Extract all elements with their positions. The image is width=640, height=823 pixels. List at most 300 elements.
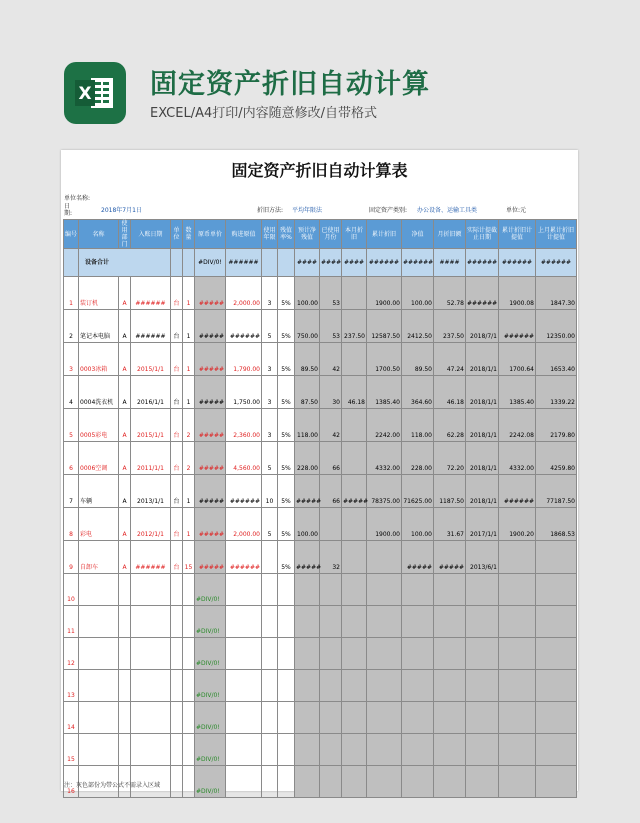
cell-name[interactable] [79, 702, 119, 734]
cell-date[interactable]: 2015/1/1 [131, 409, 171, 442]
cell-rate[interactable] [278, 606, 295, 638]
cell-no[interactable]: 7 [64, 475, 79, 508]
cell-accum2[interactable] [499, 574, 536, 606]
cell-no[interactable]: 13 [64, 670, 79, 702]
cell-name[interactable]: 自卸车 [79, 541, 119, 574]
cell-rate[interactable]: 5% [278, 376, 295, 409]
cell-end[interactable] [466, 702, 499, 734]
cell-net[interactable] [402, 638, 434, 670]
cell-net[interactable]: 100.00 [402, 508, 434, 541]
cell-accum2[interactable]: ###### [499, 310, 536, 343]
cell-accum2[interactable]: 1385.40 [499, 376, 536, 409]
cell-net[interactable] [402, 702, 434, 734]
cell-used[interactable]: 66 [320, 442, 342, 475]
cell-net[interactable]: 71625.00 [402, 475, 434, 508]
cell-rate[interactable] [278, 766, 295, 798]
cell-price[interactable]: ##### [195, 409, 226, 442]
cell-rate[interactable]: 5% [278, 508, 295, 541]
cell-monthly[interactable]: 47.24 [434, 343, 466, 376]
cell-life[interactable]: 3 [262, 277, 278, 310]
cell-price[interactable]: ##### [195, 475, 226, 508]
cell-unit[interactable]: 台 [171, 310, 183, 343]
cell-no[interactable]: 16 [64, 766, 79, 798]
cell-accum[interactable]: 1900.00 [367, 277, 402, 310]
cell-rate[interactable] [278, 734, 295, 766]
cell-end[interactable]: 2018/1/1 [466, 343, 499, 376]
cell-qty[interactable]: 15 [183, 541, 195, 574]
cell-residual[interactable]: 87.50 [295, 376, 320, 409]
cell-residual[interactable] [295, 638, 320, 670]
cell-residual[interactable]: 750.00 [295, 310, 320, 343]
cell-qty[interactable]: 1 [183, 277, 195, 310]
cell-price[interactable]: #DIV/0! [195, 702, 226, 734]
cell-price[interactable]: #DIV/0! [195, 670, 226, 702]
cell-qty[interactable] [183, 574, 195, 606]
cell-used[interactable] [320, 670, 342, 702]
cell-accum[interactable]: 1900.00 [367, 508, 402, 541]
cell-orig[interactable]: 4,560.00 [226, 442, 262, 475]
cell-monthly[interactable] [434, 766, 466, 798]
cell-used[interactable] [320, 638, 342, 670]
cell-dept[interactable] [119, 670, 131, 702]
cell-date[interactable] [131, 606, 171, 638]
cell-used[interactable]: 42 [320, 343, 342, 376]
cell-month[interactable] [342, 574, 367, 606]
cell-used[interactable] [320, 606, 342, 638]
cell-orig[interactable]: ###### [226, 541, 262, 574]
cell-accum2[interactable]: 1900.08 [499, 277, 536, 310]
cell-dept[interactable] [119, 702, 131, 734]
cell-end[interactable] [466, 734, 499, 766]
cell-qty[interactable]: 2 [183, 442, 195, 475]
cell-monthly[interactable] [434, 574, 466, 606]
cell-life[interactable]: 3 [262, 409, 278, 442]
cell-dept[interactable] [119, 606, 131, 638]
cell-monthly[interactable]: 31.67 [434, 508, 466, 541]
cell-prev[interactable]: 4259.80 [536, 442, 577, 475]
cell-month[interactable]: 237.50 [342, 310, 367, 343]
cell-accum[interactable] [367, 766, 402, 798]
cell-unit[interactable]: 台 [171, 442, 183, 475]
cell-dept[interactable]: A [119, 277, 131, 310]
cell-residual[interactable] [295, 606, 320, 638]
cell-accum2[interactable]: 4332.00 [499, 442, 536, 475]
cell-qty[interactable]: 1 [183, 475, 195, 508]
cell-end[interactable]: ###### [466, 277, 499, 310]
cell-end[interactable]: 2018/1/1 [466, 442, 499, 475]
cell-name[interactable]: 装订机 [79, 277, 119, 310]
cell-end[interactable]: 2018/1/1 [466, 376, 499, 409]
cell-life[interactable]: 10 [262, 475, 278, 508]
cell-accum[interactable]: 12587.50 [367, 310, 402, 343]
cell-residual[interactable]: 100.00 [295, 508, 320, 541]
cell-month[interactable] [342, 409, 367, 442]
cell-monthly[interactable]: 72.20 [434, 442, 466, 475]
cell-prev[interactable]: 1339.22 [536, 376, 577, 409]
cell-accum[interactable]: 78375.00 [367, 475, 402, 508]
cell-net[interactable]: 2412.50 [402, 310, 434, 343]
cell-no[interactable]: 2 [64, 310, 79, 343]
cell-end[interactable] [466, 606, 499, 638]
cell-end[interactable]: 2018/1/1 [466, 409, 499, 442]
cell-no[interactable]: 15 [64, 734, 79, 766]
cell-prev[interactable]: 1847.30 [536, 277, 577, 310]
cell-month[interactable] [342, 670, 367, 702]
cell-month[interactable] [342, 508, 367, 541]
cell-qty[interactable]: 1 [183, 343, 195, 376]
cell-monthly[interactable] [434, 702, 466, 734]
cell-end[interactable] [466, 574, 499, 606]
cell-accum2[interactable] [499, 638, 536, 670]
cell-name[interactable]: 0006空调 [79, 442, 119, 475]
cell-net[interactable] [402, 766, 434, 798]
cell-dept[interactable]: A [119, 310, 131, 343]
cell-net[interactable]: 364.60 [402, 376, 434, 409]
cell-date[interactable]: 2013/1/1 [131, 475, 171, 508]
cell-no[interactable]: 9 [64, 541, 79, 574]
cell-residual[interactable] [295, 574, 320, 606]
cell-unit[interactable]: 台 [171, 541, 183, 574]
cell-qty[interactable]: 1 [183, 310, 195, 343]
cell-unit[interactable] [171, 766, 183, 798]
cell-unit[interactable]: 台 [171, 409, 183, 442]
cell-month[interactable] [342, 606, 367, 638]
cell-orig[interactable]: 1,750.00 [226, 376, 262, 409]
cell-price[interactable]: #DIV/0! [195, 766, 226, 798]
cell-dept[interactable]: A [119, 343, 131, 376]
cell-accum[interactable] [367, 638, 402, 670]
cell-life[interactable] [262, 766, 278, 798]
cell-prev[interactable]: 1653.40 [536, 343, 577, 376]
cell-end[interactable] [466, 766, 499, 798]
cell-used[interactable] [320, 766, 342, 798]
cell-unit[interactable] [171, 574, 183, 606]
cell-net[interactable]: 100.00 [402, 277, 434, 310]
cell-month[interactable] [342, 734, 367, 766]
cell-net[interactable] [402, 670, 434, 702]
cell-rate[interactable] [278, 702, 295, 734]
cell-used[interactable] [320, 574, 342, 606]
cell-unit[interactable] [171, 702, 183, 734]
cell-price[interactable]: #DIV/0! [195, 638, 226, 670]
cell-monthly[interactable] [434, 606, 466, 638]
cell-life[interactable] [262, 606, 278, 638]
cell-date[interactable] [131, 670, 171, 702]
cell-life[interactable]: 3 [262, 343, 278, 376]
cell-price[interactable]: ##### [195, 376, 226, 409]
cell-date[interactable]: ###### [131, 310, 171, 343]
cell-orig[interactable] [226, 670, 262, 702]
cell-no[interactable]: 6 [64, 442, 79, 475]
cell-unit[interactable]: 台 [171, 376, 183, 409]
cell-date[interactable]: ###### [131, 277, 171, 310]
cell-rate[interactable]: 5% [278, 442, 295, 475]
cell-dept[interactable]: A [119, 541, 131, 574]
cell-no[interactable]: 5 [64, 409, 79, 442]
cell-qty[interactable] [183, 702, 195, 734]
cell-name[interactable]: 彩电 [79, 508, 119, 541]
cell-date[interactable] [131, 702, 171, 734]
cell-price[interactable]: ##### [195, 310, 226, 343]
cell-name[interactable] [79, 606, 119, 638]
cell-dept[interactable] [119, 734, 131, 766]
cell-accum[interactable]: 2242.00 [367, 409, 402, 442]
cell-accum[interactable] [367, 541, 402, 574]
cell-price[interactable]: #DIV/0! [195, 734, 226, 766]
cell-no[interactable]: 3 [64, 343, 79, 376]
cell-no[interactable]: 12 [64, 638, 79, 670]
cell-accum2[interactable] [499, 766, 536, 798]
cell-monthly[interactable] [434, 670, 466, 702]
cell-prev[interactable]: 1868.53 [536, 508, 577, 541]
cell-end[interactable]: 2013/6/1 [466, 541, 499, 574]
cell-prev[interactable]: 2179.80 [536, 409, 577, 442]
cell-rate[interactable] [278, 670, 295, 702]
cell-price[interactable]: ##### [195, 277, 226, 310]
cell-dept[interactable]: A [119, 475, 131, 508]
cell-rate[interactable] [278, 638, 295, 670]
cell-monthly[interactable]: 52.78 [434, 277, 466, 310]
cell-date[interactable]: 2015/1/1 [131, 343, 171, 376]
cell-month[interactable] [342, 442, 367, 475]
cell-net[interactable] [402, 734, 434, 766]
cell-qty[interactable] [183, 638, 195, 670]
cell-accum2[interactable]: 1700.64 [499, 343, 536, 376]
cell-unit[interactable]: 台 [171, 343, 183, 376]
cell-dept[interactable]: A [119, 409, 131, 442]
cell-used[interactable]: 30 [320, 376, 342, 409]
cell-name[interactable] [79, 638, 119, 670]
cell-monthly[interactable]: 1187.50 [434, 475, 466, 508]
cell-prev[interactable] [536, 541, 577, 574]
cell-orig[interactable]: ###### [226, 310, 262, 343]
cell-unit[interactable] [171, 606, 183, 638]
cell-month[interactable] [342, 638, 367, 670]
cell-orig[interactable] [226, 606, 262, 638]
cell-life[interactable] [262, 638, 278, 670]
cell-accum2[interactable] [499, 670, 536, 702]
cell-name[interactable]: 0003冰箱 [79, 343, 119, 376]
cell-unit[interactable] [171, 734, 183, 766]
cell-net[interactable]: 228.00 [402, 442, 434, 475]
cell-accum[interactable] [367, 606, 402, 638]
cell-name[interactable]: 0005彩电 [79, 409, 119, 442]
cell-net[interactable]: 118.00 [402, 409, 434, 442]
cell-qty[interactable]: 1 [183, 376, 195, 409]
cell-accum2[interactable]: ###### [499, 475, 536, 508]
cell-residual[interactable] [295, 702, 320, 734]
cell-life[interactable] [262, 734, 278, 766]
cell-rate[interactable]: 5% [278, 541, 295, 574]
cell-unit[interactable] [171, 638, 183, 670]
cell-used[interactable] [320, 508, 342, 541]
cell-monthly[interactable] [434, 638, 466, 670]
cell-end[interactable]: 2018/7/1 [466, 310, 499, 343]
cell-orig[interactable] [226, 574, 262, 606]
cell-orig[interactable]: 2,000.00 [226, 508, 262, 541]
cell-prev[interactable] [536, 766, 577, 798]
cell-monthly[interactable]: 237.50 [434, 310, 466, 343]
cell-used[interactable] [320, 702, 342, 734]
cell-orig[interactable] [226, 702, 262, 734]
cell-unit[interactable]: 台 [171, 508, 183, 541]
cell-used[interactable]: 53 [320, 310, 342, 343]
cell-dept[interactable]: A [119, 376, 131, 409]
cell-end[interactable] [466, 670, 499, 702]
cell-prev[interactable] [536, 638, 577, 670]
cell-month[interactable] [342, 702, 367, 734]
cell-monthly[interactable]: ##### [434, 541, 466, 574]
cell-rate[interactable]: 5% [278, 475, 295, 508]
cell-name[interactable]: 车辆 [79, 475, 119, 508]
cell-date[interactable]: 2016/1/1 [131, 376, 171, 409]
cell-life[interactable] [262, 541, 278, 574]
cell-price[interactable]: ##### [195, 541, 226, 574]
cell-residual[interactable]: 89.50 [295, 343, 320, 376]
cell-accum2[interactable] [499, 734, 536, 766]
cell-accum2[interactable]: 1900.20 [499, 508, 536, 541]
cell-date[interactable]: 2011/1/1 [131, 442, 171, 475]
cell-price[interactable]: #DIV/0! [195, 574, 226, 606]
cell-qty[interactable] [183, 766, 195, 798]
cell-orig[interactable]: ###### [226, 475, 262, 508]
cell-orig[interactable] [226, 766, 262, 798]
cell-name[interactable]: 0004洗衣机 [79, 376, 119, 409]
cell-end[interactable]: 2017/1/1 [466, 508, 499, 541]
cell-date[interactable] [131, 574, 171, 606]
cell-qty[interactable]: 2 [183, 409, 195, 442]
cell-accum[interactable] [367, 702, 402, 734]
cell-net[interactable] [402, 574, 434, 606]
cell-net[interactable] [402, 606, 434, 638]
cell-residual[interactable] [295, 734, 320, 766]
cell-date[interactable] [131, 638, 171, 670]
cell-name[interactable]: 笔记本电脑 [79, 310, 119, 343]
cell-price[interactable]: ##### [195, 343, 226, 376]
cell-prev[interactable] [536, 606, 577, 638]
cell-used[interactable]: 42 [320, 409, 342, 442]
cell-used[interactable]: 32 [320, 541, 342, 574]
cell-rate[interactable]: 5% [278, 343, 295, 376]
cell-prev[interactable]: 12350.00 [536, 310, 577, 343]
cell-residual[interactable]: 118.00 [295, 409, 320, 442]
cell-price[interactable]: ##### [195, 442, 226, 475]
cell-net[interactable]: ##### [402, 541, 434, 574]
cell-residual[interactable]: ##### [295, 541, 320, 574]
cell-dept[interactable] [119, 638, 131, 670]
cell-no[interactable]: 14 [64, 702, 79, 734]
cell-price[interactable]: ##### [195, 508, 226, 541]
cell-used[interactable] [320, 734, 342, 766]
cell-residual[interactable] [295, 670, 320, 702]
cell-dept[interactable]: A [119, 508, 131, 541]
cell-rate[interactable]: 5% [278, 310, 295, 343]
cell-life[interactable] [262, 574, 278, 606]
cell-date[interactable]: ###### [131, 541, 171, 574]
cell-orig[interactable]: 2,360.00 [226, 409, 262, 442]
cell-no[interactable]: 10 [64, 574, 79, 606]
cell-residual[interactable] [295, 766, 320, 798]
cell-net[interactable]: 89.50 [402, 343, 434, 376]
cell-date[interactable] [131, 734, 171, 766]
cell-month[interactable] [342, 766, 367, 798]
cell-no[interactable]: 1 [64, 277, 79, 310]
cell-name[interactable] [79, 574, 119, 606]
cell-life[interactable]: 5 [262, 310, 278, 343]
cell-month[interactable] [342, 277, 367, 310]
cell-used[interactable]: 66 [320, 475, 342, 508]
cell-life[interactable]: 5 [262, 442, 278, 475]
cell-monthly[interactable] [434, 734, 466, 766]
cell-end[interactable] [466, 638, 499, 670]
cell-month[interactable]: ##### [342, 475, 367, 508]
cell-monthly[interactable]: 46.18 [434, 376, 466, 409]
cell-prev[interactable] [536, 574, 577, 606]
cell-name[interactable] [79, 670, 119, 702]
cell-no[interactable]: 4 [64, 376, 79, 409]
cell-accum[interactable] [367, 734, 402, 766]
cell-orig[interactable] [226, 734, 262, 766]
cell-life[interactable]: 5 [262, 508, 278, 541]
cell-accum2[interactable] [499, 702, 536, 734]
cell-prev[interactable] [536, 702, 577, 734]
cell-price[interactable]: #DIV/0! [195, 606, 226, 638]
cell-no[interactable]: 11 [64, 606, 79, 638]
cell-accum[interactable] [367, 670, 402, 702]
cell-no[interactable]: 8 [64, 508, 79, 541]
cell-prev[interactable] [536, 670, 577, 702]
cell-month[interactable]: 46.18 [342, 376, 367, 409]
cell-qty[interactable] [183, 606, 195, 638]
cell-qty[interactable] [183, 670, 195, 702]
cell-qty[interactable] [183, 734, 195, 766]
cell-residual[interactable]: ##### [295, 475, 320, 508]
cell-accum[interactable] [367, 574, 402, 606]
cell-qty[interactable]: 1 [183, 508, 195, 541]
cell-unit[interactable]: 台 [171, 277, 183, 310]
cell-residual[interactable]: 228.00 [295, 442, 320, 475]
cell-life[interactable]: 3 [262, 376, 278, 409]
cell-prev[interactable]: 77187.50 [536, 475, 577, 508]
cell-rate[interactable] [278, 574, 295, 606]
cell-accum2[interactable]: 2242.08 [499, 409, 536, 442]
cell-used[interactable]: 53 [320, 277, 342, 310]
cell-rate[interactable]: 5% [278, 277, 295, 310]
cell-month[interactable] [342, 541, 367, 574]
cell-unit[interactable]: 台 [171, 475, 183, 508]
cell-dept[interactable] [119, 574, 131, 606]
cell-month[interactable] [342, 343, 367, 376]
cell-prev[interactable] [536, 734, 577, 766]
cell-rate[interactable]: 5% [278, 409, 295, 442]
cell-life[interactable] [262, 702, 278, 734]
cell-accum[interactable]: 4332.00 [367, 442, 402, 475]
cell-orig[interactable] [226, 638, 262, 670]
cell-unit[interactable] [171, 670, 183, 702]
cell-orig[interactable]: 1,790.00 [226, 343, 262, 376]
cell-residual[interactable]: 100.00 [295, 277, 320, 310]
cell-accum[interactable]: 1385.40 [367, 376, 402, 409]
cell-accum2[interactable] [499, 606, 536, 638]
cell-dept[interactable]: A [119, 442, 131, 475]
cell-accum2[interactable] [499, 541, 536, 574]
cell-date[interactable]: 2012/1/1 [131, 508, 171, 541]
cell-orig[interactable]: 2,000.00 [226, 277, 262, 310]
cell-name[interactable] [79, 734, 119, 766]
cell-accum[interactable]: 1700.50 [367, 343, 402, 376]
cell-monthly[interactable]: 62.28 [434, 409, 466, 442]
cell-end[interactable]: 2018/1/1 [466, 475, 499, 508]
